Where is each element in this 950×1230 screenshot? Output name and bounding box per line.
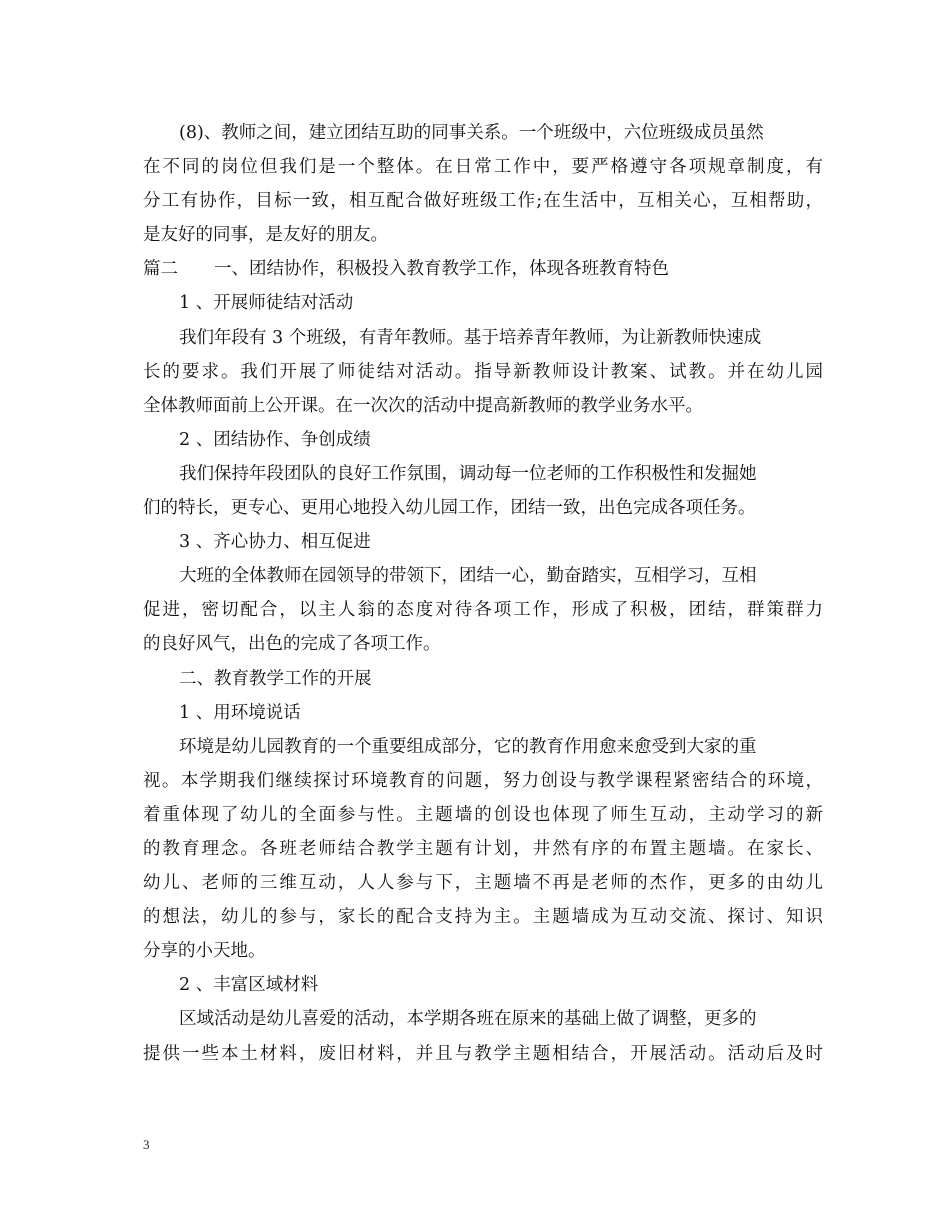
paragraph-line: 我们保持年段团队的良好工作氛围，调动每一位老师的工作积极性和发掘她 [179,463,757,484]
paragraph-line: 促进，密切配合，以主人翁的态度对待各项工作，形成了积极，团结，群策群力 [143,600,823,621]
paragraph-line: 环境是幼儿园教育的一个重要组成部分，它的教育作用愈来愈受到大家的重 [179,736,757,757]
paragraph-line: 区域活动是幼儿喜爱的活动，本学期各班在原来的基础上做了调整，更多的 [179,1009,757,1030]
paragraph-line: 全体教师面前上公开课。在一次次的活动中提高新教师的教学业务水平。 [143,395,703,416]
paragraph-line: 分享的小天地。 [143,941,266,962]
paragraph-line: 大班的全体教师在园领导的带领下，团结一心，勤奋踏实，互相学习，互相 [179,566,757,587]
paragraph-line: 们的特长，更专心、更用心地投入幼儿园工作，团结一致，出色完成各项任务。 [143,498,756,519]
paragraph-line: 是友好的同事，是友好的朋友。 [143,225,388,246]
section-heading: 二、教育教学工作的开展 [179,668,372,689]
section-heading-line [143,252,823,286]
paragraph-line: 视。本学期我们继续探讨环境教育的问题，努力创设与教学课程紧密结合的环境， [143,770,823,791]
page-number: 3 [143,1137,150,1152]
subheading: 1 、开展师徒结对活动 [179,293,354,314]
subheading: 3 、齐心协力、相互促进 [179,532,371,553]
paragraph-line: 分工有协作，目标一致，相互配合做好班级工作;在生活中，互相关心，互相帮助， [143,191,823,212]
paragraph-line: 的教育理念。各班老师结合教学主题有计划，井然有序的布置主题墙。在家长、 [143,838,823,859]
paragraph-line: 着重体现了幼儿的全面参与性。主题墙的创设也体现了师生互动，主动学习的新 [143,804,823,825]
section-heading: 一、团结协作，积极投入教育教学工作，体现各班教育特色 [214,259,669,280]
paragraph-line: 长的要求。我们开展了师徒结对活动。指导新教师设计教案、试教。并在幼儿园 [143,361,823,382]
subheading: 2 、丰富区域材料 [179,975,319,996]
paragraph-line: 的良好风气，出色的完成了各项工作。 [143,634,441,655]
paragraph-line: 的想法，幼儿的参与，家长的配合支持为主。主题墙成为互动交流、探讨、知识 [143,907,823,928]
subheading: 2 、团结协作、争创成绩 [179,429,371,450]
paragraph-line: 我们年段有 3 个班级，有青年教师。基于培养青年教师，为让新教师快速成 [179,327,762,348]
subheading: 1 、用环境说话 [179,702,301,723]
paragraph-line: 幼儿、老师的三维互动，人人参与下，主题墙不再是老师的杰作，更多的由幼儿 [143,873,823,894]
document-body [143,116,823,1071]
paragraph-line: 提供一些本土材料，废旧材料，并且与教学主题相结合，开展活动。活动后及时 [143,1043,823,1064]
paragraph-line: 在不同的岗位但我们是一个整体。在日常工作中，要严格遵守各项规章制度，有 [143,157,823,178]
paragraph-line: (8)、教师之间，建立团结互助的同事关系。一个班级中，六位班级成员虽然 [179,123,764,143]
section-label: 篇二 [143,259,178,280]
